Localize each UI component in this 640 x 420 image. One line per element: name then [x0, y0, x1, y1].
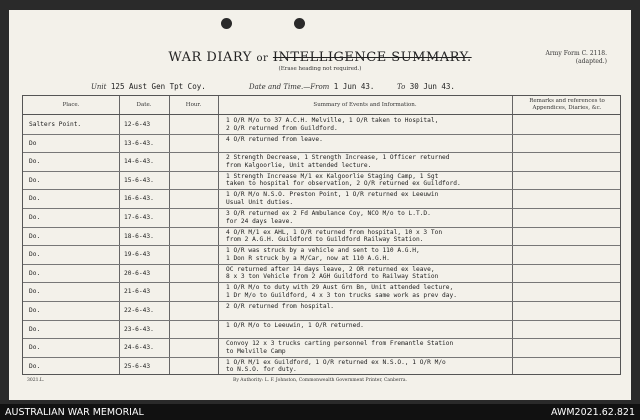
row-divider [23, 338, 620, 339]
entry-date: 18-6-43. [124, 232, 154, 240]
row-divider [23, 208, 620, 209]
entry-date: 16-6-43. [124, 195, 154, 203]
entry-summary-line: 2 O/R returned from hospital. [226, 303, 335, 310]
title-struck: INTELLIGENCE SUMMARY. [272, 50, 472, 65]
entry-place: Do. [29, 232, 41, 240]
entry-summary-line: 1 Strength Increase M/1 ex Kalgoorlie Staging Camp, 1 Sgt [226, 172, 439, 180]
row-divider [23, 264, 620, 265]
form-name: Army Form C. 2118. [545, 50, 607, 57]
column-divider [119, 96, 120, 374]
entry-place: Do. [29, 214, 41, 221]
printer-note: By Authority: L. F. Johnston, Commonwealth Government Printer, Canberra. [233, 378, 407, 383]
entry-summary-line: 4 O/R M/1 ex AHL, 1 O/R returned from hospital, 10 x 3 Ton [226, 228, 443, 236]
entry-place: Do. [29, 288, 41, 296]
entry-summary-line: from 2 A.G.H. Guildford to Guildford Railway Station. [226, 236, 424, 244]
date-label: Date and Time.—From [249, 83, 330, 91]
entry-place: Do. [29, 251, 41, 259]
remarks-header-line: Remarks and references to [529, 98, 605, 104]
entry-summary-line: OC returned after 14 days leave, 2 OR returned ex leave, [226, 265, 435, 273]
column-divider [218, 96, 219, 374]
row-divider [23, 189, 620, 190]
page-title [9, 50, 631, 65]
entry-date: 23-6-43. [124, 325, 154, 333]
from-value: 1 Jun 43. [333, 82, 375, 91]
entry-summary-line: to Melville Camp [226, 347, 286, 355]
punch-hole [294, 18, 305, 29]
to-value: 30 Jun 43. [409, 82, 455, 91]
accession-number: AWM2021.62.821 [550, 407, 635, 418]
row-divider [23, 152, 620, 153]
institution-name: AUSTRALIAN WAR MEMORIAL [5, 407, 144, 418]
column-divider [512, 96, 513, 374]
entry-summary-line: 1 O/R M/o to 37 A.C.H. Melville, 1 O/R taken to Hospital, [226, 117, 439, 124]
caption-band [0, 404, 640, 420]
row-divider [23, 282, 620, 283]
form-note: (adapted.) [575, 58, 607, 65]
entry-summary-line: from Kalgoorlie, Unit attended lecture. [226, 161, 372, 169]
entry-place: Do. [29, 176, 41, 184]
entry-summary-line: to N.S.O. for duty. [226, 366, 297, 374]
entry-date: 12-6-43 [124, 121, 151, 128]
to-label: To [397, 83, 406, 91]
column-header-summary: Summary of Events and Information. [313, 102, 417, 108]
entry-summary-line: Usual Unit duties. [226, 198, 294, 206]
entry-place: Do. [29, 344, 41, 352]
row-divider [23, 245, 620, 246]
entry-place: Do. [29, 158, 41, 166]
column-header-place: Place. [62, 102, 80, 108]
entry-date: 20-6-43 [124, 269, 151, 277]
entry-summary-line: 8 x 3 ton Vehicle from 2 AGH Guildford to Railway Station [226, 273, 439, 281]
entry-summary-line: 3 O/R returned ex 2 Fd Ambulance Coy, NCO M/o to L.T.D. [226, 210, 431, 217]
row-divider [23, 357, 620, 358]
entry-place: Do. [29, 307, 41, 314]
column-divider [169, 96, 170, 374]
entry-summary-line: 2 O/R returned from Guildford. [226, 124, 338, 132]
entry-summary-line: 1 Dr M/o to Guildford, 4 x 3 ton trucks same work as prev day. [226, 291, 457, 299]
diary-table [22, 95, 621, 375]
erase-note: (Erase heading not required.) [278, 66, 362, 72]
entry-date: 15-6-43. [124, 176, 154, 184]
row-divider [23, 301, 620, 302]
row-divider [23, 227, 620, 228]
entry-date: 22-6-43. [124, 307, 154, 314]
entry-place: Do. [29, 325, 41, 333]
title-or: or [256, 53, 269, 64]
unit-field [91, 82, 206, 91]
entry-summary-line: 1 O/R M/o to Leeuwin, 1 O/R returned. [226, 321, 364, 329]
entry-summary-line: taken to hospital for observation, 2 O/R returned ex Guildford. [226, 180, 461, 188]
entry-summary-line: 2 Strength Decrease, 1 Strength Increase, 1 Officer returned [226, 154, 450, 162]
entry-date: 24-6-43. [124, 344, 154, 352]
entry-summary-line: 1 O/R M/o N.S.O. Preston Point, 1 O/R returned ex Leeuwin [226, 191, 439, 199]
title-war-diary: WAR DIARY [168, 50, 252, 65]
unit-value: 125 Aust Gen Tpt Coy. [110, 82, 206, 91]
unit-label: Unit [91, 83, 107, 91]
row-divider [23, 171, 620, 172]
header-divider [23, 114, 620, 115]
entry-place: Salters Point. [29, 121, 82, 128]
entry-place: Do. [29, 195, 41, 203]
form-label [546, 50, 607, 66]
row-divider [23, 320, 620, 321]
column-header-hour: Hour. [185, 102, 202, 108]
column-header-remarks [512, 98, 622, 112]
entry-summary-line: 4 O/R returned from leave. [226, 135, 323, 143]
entry-place: Do. [29, 362, 41, 370]
entry-summary-line: 1 O/R M/o to duty with 29 Aust Grn Bn, Unit attended lecture, [226, 284, 454, 292]
entry-date: 17-6-43. [124, 214, 154, 221]
entry-summary-line: 1 Don R struck by a M/Car, now at 110 A.G.H. [226, 254, 390, 262]
entry-summary-line: for 24 days leave. [226, 217, 294, 225]
entry-summary-line: Convoy 12 x 3 trucks carting personnel from Fremantle Station [226, 340, 454, 348]
date-field [249, 82, 374, 91]
entry-date: 19-6-43 [124, 251, 151, 259]
form-number: 3021.L. [27, 378, 45, 383]
entry-date: 13-6-43. [124, 139, 154, 147]
entry-summary-line: 1 O/R was struck by a vehicle and sent to 110 A.G.H, [226, 247, 420, 255]
punch-hole [221, 18, 232, 29]
entry-date: 21-6-43 [124, 288, 151, 296]
row-divider [23, 134, 620, 135]
diary-sheet [9, 10, 631, 400]
entry-date: 25-6-43 [124, 362, 151, 370]
remarks-header-line: Appendices, Diaries, &c. [532, 105, 602, 111]
to-field [397, 82, 455, 91]
column-header-date: Date. [136, 102, 152, 108]
entry-place: Do. [29, 269, 41, 277]
entry-place: Do [29, 139, 37, 147]
entry-summary-line: 1 O/R M/1 ex Guildford, 1 O/R returned ex N.S.O., 1 O/R M/o [226, 358, 446, 366]
entry-date: 14-6-43. [124, 158, 154, 166]
